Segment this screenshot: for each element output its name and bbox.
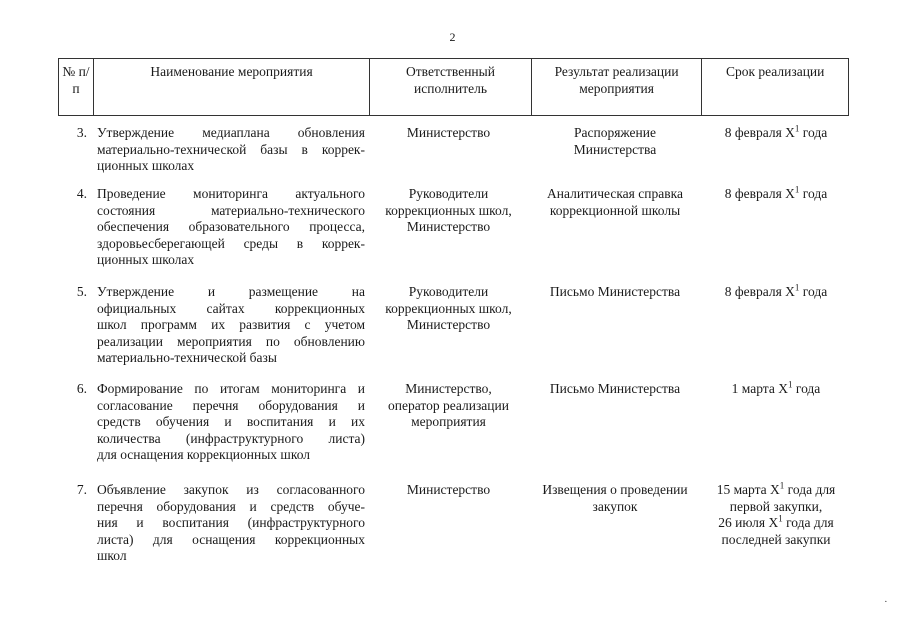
name-line: Проведение мониторинга актуального <box>97 186 365 201</box>
row-responsible <box>365 482 527 565</box>
row-result <box>527 381 703 464</box>
term-superscript: 1 <box>778 513 783 524</box>
name-line: Утверждение медиаплана обновления <box>97 125 365 140</box>
term-text: 8 февраля X <box>724 186 795 201</box>
term-line <box>703 532 849 549</box>
row-name <box>93 284 365 367</box>
row-result-line: Извещения о проведении <box>542 482 688 497</box>
row-result <box>527 482 703 565</box>
row-responsible-line: Руководители <box>408 284 489 299</box>
row-responsible <box>365 186 527 269</box>
row-term <box>703 186 849 269</box>
row-responsible-line: Руководители <box>408 186 489 201</box>
row-result-line: Распоряжение <box>573 125 656 140</box>
term-text: года <box>792 381 821 396</box>
table-row <box>58 482 849 565</box>
name-line: количества (инфраструктурного листа) <box>97 430 365 446</box>
term-line <box>703 482 849 499</box>
row-name <box>93 125 365 175</box>
row-responsible-line: Министерство <box>406 317 491 332</box>
row-term <box>703 381 849 464</box>
term-superscript: 1 <box>794 123 800 134</box>
name-line: школ программ их развития с учетом <box>97 317 365 332</box>
name-line: листа) для оснащения коррекционных <box>97 531 365 547</box>
row-responsible-line: коррекционных школ, <box>385 300 512 316</box>
row-responsible <box>365 125 527 175</box>
row-responsible <box>365 284 527 367</box>
term-superscript: 1 <box>794 282 800 293</box>
row-responsible-line: Министерство, <box>405 381 492 396</box>
row-number: 4. <box>76 186 87 201</box>
row-name <box>93 482 365 565</box>
term-line <box>703 186 849 203</box>
term-line <box>703 515 849 532</box>
row-result-line: Аналитическая справка <box>547 186 683 201</box>
term-text: года для <box>782 515 834 530</box>
row-result-line: Письмо Министерства <box>549 284 681 299</box>
row-result-line: Письмо Министерства <box>549 381 681 396</box>
term-text: года <box>799 125 828 140</box>
header-name: Наименование мероприятия <box>94 59 370 115</box>
row-number: 7. <box>76 482 87 497</box>
name-line: официальных сайтах коррекционных <box>97 300 365 316</box>
term-text: 15 марта X <box>716 482 780 497</box>
name-line: перечня оборудования и средств обуче- <box>97 498 365 514</box>
row-responsible-line: коррекционных школ, <box>385 202 512 218</box>
name-line: материально-технической базы <box>97 350 277 365</box>
row-result <box>527 284 703 367</box>
row-result-line: закупок <box>592 498 638 514</box>
name-line: школ <box>97 548 127 563</box>
table-header <box>58 58 849 116</box>
term-superscript: 1 <box>794 184 800 195</box>
row-name <box>93 186 365 269</box>
row-term <box>703 482 849 565</box>
name-line: Утверждение и размещение на <box>97 284 365 299</box>
name-line: состояния материально-технического <box>97 202 365 218</box>
row-responsible <box>365 381 527 464</box>
row-number: 3. <box>76 125 87 140</box>
row-term <box>703 125 849 175</box>
name-line: ционных школах <box>97 158 195 173</box>
row-result-line: коррекционной школы <box>549 202 681 218</box>
row-number: 5. <box>76 284 87 299</box>
term-superscript: 1 <box>788 379 793 390</box>
term-text: года <box>799 284 828 299</box>
row-result <box>527 125 703 175</box>
name-line: ционных школах <box>97 252 195 267</box>
name-line: для оснащения коррекционных школ <box>97 447 311 462</box>
row-responsible-line: оператор реализации <box>388 397 509 413</box>
row-number: 6. <box>76 381 87 396</box>
term-text: 8 февраля X <box>724 284 795 299</box>
header-term: Срок реализации <box>725 64 825 79</box>
term-text: 1 марта X <box>731 381 788 396</box>
name-line: здоровьесберегающей среды в коррек- <box>97 235 365 251</box>
term-superscript: 1 <box>779 480 785 491</box>
page-number: 2 <box>449 30 456 44</box>
term-line <box>703 284 849 301</box>
name-line: обеспечения образовательного процесса, <box>97 219 365 234</box>
term-text: 8 февраля X <box>724 125 795 140</box>
name-line: материально-технической базы в коррек- <box>97 141 365 157</box>
table-row <box>58 381 849 464</box>
name-line: Формирование по итогам мониторинга и <box>97 381 365 396</box>
table-row <box>58 186 849 269</box>
name-line: средств обучения и воспитания и их <box>97 414 365 429</box>
row-term <box>703 284 849 367</box>
row-responsible-line: Министерство <box>406 125 491 140</box>
row-result-line: Министерства <box>573 141 657 157</box>
term-text: года для <box>784 482 836 497</box>
header-num: № п/п <box>59 59 94 115</box>
term-text: первой закупки, <box>729 498 823 514</box>
term-line <box>703 499 849 516</box>
row-result <box>527 186 703 269</box>
row-responsible-line: Министерство <box>406 482 491 497</box>
scan-dot: · <box>884 596 888 608</box>
name-line: ния и воспитания (инфраструктурного <box>97 515 365 530</box>
term-text: 26 июля X <box>718 515 779 530</box>
name-line: согласование перечня оборудования и <box>97 397 365 413</box>
name-line: реализации мероприятия по обновлению <box>97 333 365 349</box>
row-name <box>93 381 365 464</box>
term-line <box>703 381 849 398</box>
term-text: года <box>799 186 828 201</box>
name-line: Объявление закупок из согласованного <box>97 482 365 497</box>
term-line <box>703 125 849 142</box>
row-responsible-line: мероприятия <box>411 414 486 429</box>
header-responsible: Ответственный исполнитель <box>370 59 532 115</box>
table-row <box>58 284 849 367</box>
row-responsible-line: Министерство <box>406 219 491 234</box>
table-row <box>58 125 849 175</box>
header-result: Результат реализации мероприятия <box>532 59 703 115</box>
term-text: последней закупки <box>721 531 831 547</box>
